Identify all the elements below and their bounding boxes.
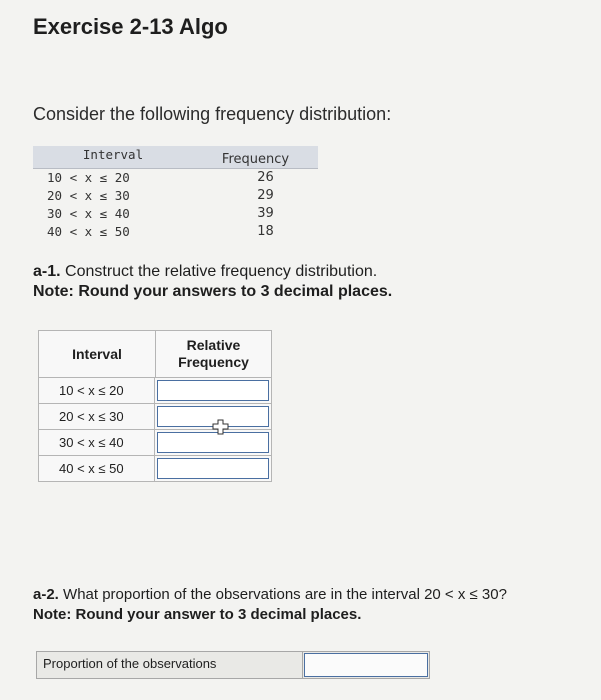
intro-text: Consider the following frequency distribution:	[33, 104, 392, 124]
interval-header: Interval	[39, 331, 156, 377]
question-a2-text: What proportion of the observations are in the interval 20 < x ≤ 30?	[63, 586, 507, 603]
interval-cell: 20 < x ≤ 30	[39, 404, 155, 429]
table-row	[39, 456, 271, 481]
frequency-cell: 39	[257, 206, 274, 221]
question-a2	[33, 585, 507, 625]
frequency-cell: 26	[257, 170, 274, 185]
table-row	[39, 404, 271, 430]
relative-frequency-input[interactable]	[157, 458, 269, 479]
relative-frequency-input[interactable]	[157, 432, 269, 453]
table-row	[33, 169, 318, 187]
question-a1-text: Construct the relative frequency distribution.	[65, 263, 378, 280]
proportion-input[interactable]	[304, 653, 428, 677]
frequency-cell: 18	[257, 224, 274, 239]
interval-header: Interval	[82, 147, 144, 162]
frequency-header: Frequency	[221, 152, 290, 167]
interval-cell: 40 < x ≤ 50	[39, 456, 155, 481]
interval-cell: 10 < x ≤ 20	[39, 378, 155, 403]
relative-header-line1: Relative	[186, 337, 241, 353]
question-a1	[33, 262, 392, 302]
question-a2-note: Note: Round your answer to 3 decimal places.	[33, 606, 362, 623]
question-a2-label: a-2.	[33, 586, 59, 603]
table-row	[33, 223, 318, 241]
page-title: Exercise 2-13 Algo	[33, 14, 228, 39]
interval-cell: 30 < x ≤ 40	[39, 430, 155, 455]
question-a1-label: a-1.	[33, 263, 61, 280]
table-row	[33, 205, 318, 223]
relative-frequency-input[interactable]	[157, 380, 269, 401]
cursor-icon	[212, 419, 230, 435]
relative-table-header	[39, 331, 271, 378]
table-row	[39, 378, 271, 404]
frequency-cell: 29	[257, 188, 274, 203]
relative-header-line2: Frequency	[178, 354, 249, 370]
interval-cell: 20 < x ≤ 30	[47, 188, 130, 203]
question-a1-note: Note: Round your answers to 3 decimal places.	[33, 283, 393, 300]
table-row	[39, 430, 271, 456]
interval-cell: 40 < x ≤ 50	[47, 224, 130, 239]
table-row	[33, 187, 318, 205]
proportion-label: Proportion of the observations	[37, 652, 303, 678]
frequency-table	[33, 146, 318, 241]
proportion-row	[36, 651, 430, 679]
relative-frequency-header	[156, 331, 271, 377]
interval-cell: 30 < x ≤ 40	[47, 206, 130, 221]
interval-cell: 10 < x ≤ 20	[47, 170, 130, 185]
relative-frequency-table	[38, 330, 272, 482]
frequency-table-header	[33, 146, 318, 169]
